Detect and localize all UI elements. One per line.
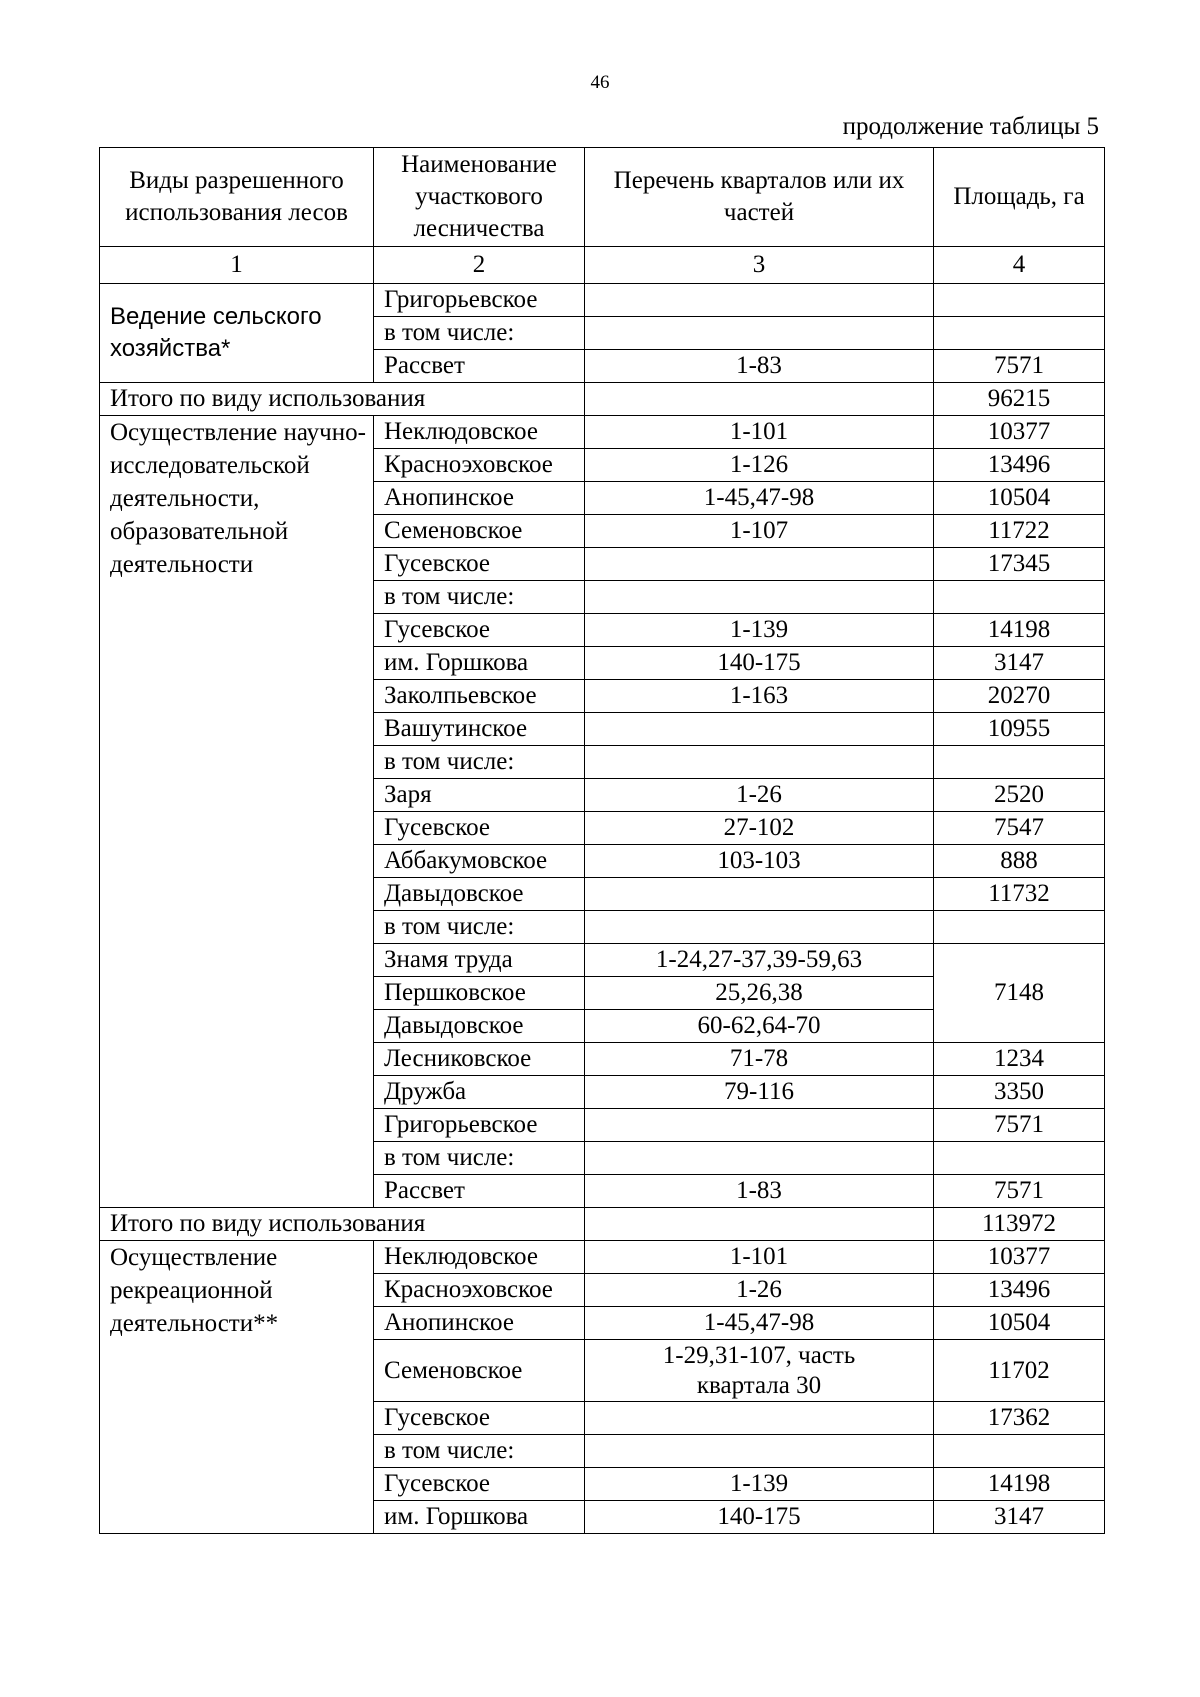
quarters-cell: 1-26 (585, 779, 934, 812)
quarters-cell: 1-107 (585, 515, 934, 548)
total-row (100, 383, 1105, 416)
forestry-name-cell: Вашутинское (374, 713, 585, 746)
area-cell: 13496 (934, 1274, 1105, 1307)
forestry-name-cell: Анопинское (374, 1307, 585, 1340)
total-area: 96215 (934, 383, 1105, 416)
area-cell (934, 284, 1105, 317)
quarters-cell: 1-26 (585, 1274, 934, 1307)
column-numbers-row (100, 247, 1105, 284)
forestry-name-cell: Гусевское (374, 548, 585, 581)
quarters-cell (585, 581, 934, 614)
area-cell (934, 746, 1105, 779)
use-type-cell: Осуществление рекреационной деятельности** (100, 1241, 374, 1534)
area-cell: 10377 (934, 416, 1105, 449)
quarters-cell: 1-45,47-98 (585, 482, 934, 515)
area-cell: 17345 (934, 548, 1105, 581)
forestry-name-cell: Першковское (374, 977, 585, 1010)
area-cell: 3350 (934, 1076, 1105, 1109)
forestry-name-cell: Давыдовское (374, 878, 585, 911)
forestry-name-cell: Дружба (374, 1076, 585, 1109)
quarters-cell (585, 878, 934, 911)
table-row (100, 284, 1105, 317)
area-cell: 20270 (934, 680, 1105, 713)
area-cell (934, 317, 1105, 350)
area-cell: 7571 (934, 1175, 1105, 1208)
quarters-cell: 140-175 (585, 647, 934, 680)
forestry-name-cell: в том числе: (374, 581, 585, 614)
forestry-name-cell: им. Горшкова (374, 1501, 585, 1534)
column-number: 2 (374, 247, 585, 284)
area-cell: 1234 (934, 1043, 1105, 1076)
area-cell: 17362 (934, 1402, 1105, 1435)
quarters-cell: 1-83 (585, 350, 934, 383)
area-cell: 14198 (934, 1468, 1105, 1501)
area-cell (934, 1435, 1105, 1468)
quarters-cell (585, 317, 934, 350)
quarters-cell (585, 284, 934, 317)
forestry-name-cell: Семеновское (374, 1340, 585, 1402)
forestry-name-cell: Красноэховское (374, 1274, 585, 1307)
area-cell: 11732 (934, 878, 1105, 911)
forestry-name-cell: Давыдовское (374, 1010, 585, 1043)
area-cell: 11722 (934, 515, 1105, 548)
area-cell: 14198 (934, 614, 1105, 647)
area-cell: 10504 (934, 1307, 1105, 1340)
total-area: 113972 (934, 1208, 1105, 1241)
forestry-name-cell: в том числе: (374, 1435, 585, 1468)
quarters-cell: 1-126 (585, 449, 934, 482)
quarters-cell: 79-116 (585, 1076, 934, 1109)
forestry-name-cell: Григорьевское (374, 1109, 585, 1142)
forestry-name-cell: в том числе: (374, 1142, 585, 1175)
quarters-cell (585, 1109, 934, 1142)
quarters-cell: 1-24,27-37,39-59,63 (585, 944, 934, 977)
quarters-cell: 1-29,31-107, часть квартала 30 (585, 1340, 934, 1402)
forestry-name-cell: Григорьевское (374, 284, 585, 317)
table-row (100, 416, 1105, 449)
total-label: Итого по виду использования (100, 1208, 585, 1241)
area-cell: 7571 (934, 1109, 1105, 1142)
quarters-cell (585, 911, 934, 944)
quarters-cell: 1-163 (585, 680, 934, 713)
area-cell: 2520 (934, 779, 1105, 812)
area-cell: 7547 (934, 812, 1105, 845)
total-row (100, 1208, 1105, 1241)
forestry-name-cell: Рассвет (374, 1175, 585, 1208)
area-cell: 888 (934, 845, 1105, 878)
total-label: Итого по виду использования (100, 383, 585, 416)
area-cell: 10955 (934, 713, 1105, 746)
forestry-name-cell: Гусевское (374, 614, 585, 647)
area-cell: 7571 (934, 350, 1105, 383)
forestry-name-cell: Знамя труда (374, 944, 585, 977)
quarters-cell (585, 1402, 934, 1435)
area-cell (934, 581, 1105, 614)
area-cell: 13496 (934, 449, 1105, 482)
area-cell: 10504 (934, 482, 1105, 515)
forestry-name-cell: Семеновское (374, 515, 585, 548)
quarters-cell (585, 746, 934, 779)
column-number: 4 (934, 247, 1105, 284)
quarters-cell: 25,26,38 (585, 977, 934, 1010)
forestry-name-cell: Анопинское (374, 482, 585, 515)
quarters-cell: 1-45,47-98 (585, 1307, 934, 1340)
forestry-name-cell: Неклюдовское (374, 416, 585, 449)
use-type-cell: Осуществление научно-исследовательской деятельности, образовательной деятельности (100, 416, 374, 1208)
forestry-name-cell: Гусевское (374, 1468, 585, 1501)
area-cell: 11702 (934, 1340, 1105, 1402)
forestry-name-cell: Гусевское (374, 812, 585, 845)
quarters-cell: 1-101 (585, 1241, 934, 1274)
quarters-cell (585, 1142, 934, 1175)
area-cell (934, 1142, 1105, 1175)
column-number: 3 (585, 247, 934, 284)
forestry-name-cell: в том числе: (374, 911, 585, 944)
header-quarters: Перечень кварталов или их частей (585, 148, 934, 247)
forest-use-table (99, 147, 1105, 1534)
quarters-cell: 1-83 (585, 1175, 934, 1208)
forestry-name-cell: Лесниковское (374, 1043, 585, 1076)
use-type-cell: Ведение сельского хозяйства* (100, 284, 374, 383)
forestry-name-cell: Заря (374, 779, 585, 812)
header-use-type: Виды разрешенного использования лесов (100, 148, 374, 247)
table-caption: продолжение таблицы 5 (842, 113, 1099, 140)
quarters-cell: 1-139 (585, 614, 934, 647)
area-cell: 10377 (934, 1241, 1105, 1274)
forestry-name-cell: Аббакумовское (374, 845, 585, 878)
column-number: 1 (100, 247, 374, 284)
total-quarters-cell (585, 383, 934, 416)
header-row (100, 148, 1105, 247)
quarters-cell: 60-62,64-70 (585, 1010, 934, 1043)
forestry-name-cell: в том числе: (374, 317, 585, 350)
forestry-name-cell: им. Горшкова (374, 647, 585, 680)
table-row (100, 1241, 1105, 1274)
quarters-cell (585, 1435, 934, 1468)
quarters-cell (585, 713, 934, 746)
area-cell: 7148 (934, 944, 1105, 1043)
quarters-cell (585, 548, 934, 581)
forestry-name-cell: Красноэховское (374, 449, 585, 482)
area-cell: 3147 (934, 647, 1105, 680)
area-cell: 3147 (934, 1501, 1105, 1534)
quarters-cell: 71-78 (585, 1043, 934, 1076)
quarters-cell: 27-102 (585, 812, 934, 845)
quarters-cell: 103-103 (585, 845, 934, 878)
forestry-name-cell: Неклюдовское (374, 1241, 585, 1274)
total-quarters-cell (585, 1208, 934, 1241)
quarters-cell: 1-101 (585, 416, 934, 449)
forestry-name-cell: Гусевское (374, 1402, 585, 1435)
header-forestry-name: Наименование участкового лесничества (374, 148, 585, 247)
forestry-name-cell: Заколпьевское (374, 680, 585, 713)
quarters-cell: 1-139 (585, 1468, 934, 1501)
page-number: 46 (590, 72, 610, 93)
area-cell (934, 911, 1105, 944)
header-area: Площадь, га (934, 148, 1105, 247)
quarters-cell: 140-175 (585, 1501, 934, 1534)
forestry-name-cell: Рассвет (374, 350, 585, 383)
forestry-name-cell: в том числе: (374, 746, 585, 779)
